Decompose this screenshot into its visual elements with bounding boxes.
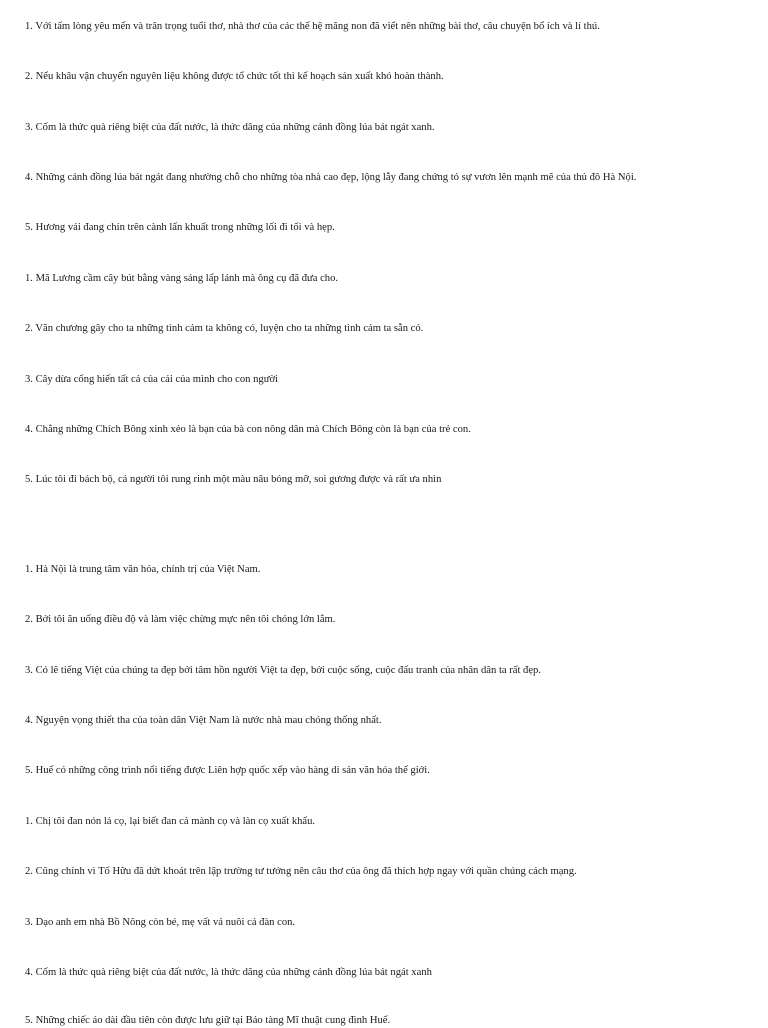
sentence-line: 5. Hương vải đang chín trên cành lẩn khuất trong những lối đi tối và hẹp.: [25, 222, 335, 233]
sentence-line: 5. Lúc tôi đi bách bộ, cả người tôi rung rinh một màu nâu bóng mỡ, soi gương được và rất ưa nhìn: [25, 474, 442, 485]
sentence-line: 3. Cốm là thức quà riêng biệt của đất nước, là thức dâng của những cánh đồng lúa bát ngát xanh.: [25, 122, 435, 133]
sentence-line: 3. Cây dừa cống hiến tất cả của cải của mình cho con người: [25, 374, 279, 385]
sentence-line: 3. Dạo anh em nhà Bồ Nông còn bé, mẹ vất vả nuôi cả đàn con.: [25, 917, 296, 928]
sentence-line: 3. Có lẽ tiếng Việt của chúng ta đẹp bởi tâm hồn người Việt ta đẹp, bởi cuộc sống, cuộc đấu tranh của nhân dân ta rất đẹp.: [25, 665, 541, 676]
sentence-line: 1. Hà Nội là trung tâm văn hóa, chính trị của Việt Nam.: [25, 564, 261, 575]
sentence-line: 4. Những cánh đồng lúa bát ngát đang nhường chỗ cho những tòa nhà cao đẹp, lộng lẫy đang chứng tỏ sự vươn lên mạnh mẽ của thủ đô Hà Nội.: [25, 172, 637, 183]
sentence-line: 1. Với tấm lòng yêu mến và trân trọng tuổi thơ, nhà thơ của các thế hệ măng non đã viết nên những bài thơ, câu chuyện bổ ích và lí thú.: [25, 21, 600, 32]
sentence-line: 2. Nếu khâu vận chuyển nguyên liệu không được tổ chức tốt thì kế hoạch sản xuất khó hoàn thành.: [25, 71, 444, 82]
sentence-line: 5. Huế có những công trình nổi tiếng được Liên hợp quốc xếp vào hàng di sản văn hóa thế giới.: [25, 765, 430, 776]
sentence-line: 2. Cũng chính vì Tố Hữu đã dứt khoát trên lập trường tư tưởng nên câu thơ của ông đã thích hợp ngay với quần chúng cách mạng.: [25, 866, 577, 877]
sentence-line: 2. Bởi tôi ăn uống điều độ và làm việc chừng mực nên tôi chóng lớn lắm.: [25, 614, 336, 625]
sentence-line: 1. Mã Lương cầm cây bút bằng vàng sáng lấp lánh mà ông cụ đã đưa cho.: [25, 273, 339, 284]
sentence-line: 4. Nguyện vọng thiết tha của toàn dân Việt Nam là nước nhà mau chóng thống nhất.: [25, 715, 382, 726]
sentence-line: 2. Văn chương gây cho ta những tình cảm ta không có, luyện cho ta những tình cảm ta sẵn có.: [25, 323, 424, 334]
sentence-line: 5. Những chiếc áo dài đầu tiên còn được lưu giữ tại Bảo tàng Mĩ thuật cung đình Huế.: [25, 1015, 391, 1026]
sentence-line: 1. Chị tôi đan nón lá cọ, lại biết đan cả mành cọ và làn cọ xuất khẩu.: [25, 816, 316, 827]
sentence-line: 4. Chẳng những Chích Bông xinh xẻo là bạn của bà con nông dân mà Chích Bông còn là bạn của trẻ con.: [25, 424, 471, 435]
sentence-line: 4. Cốm là thức quà riêng biệt của đất nước, là thức dâng của những cánh đồng lúa bát ngát xanh: [25, 967, 432, 978]
